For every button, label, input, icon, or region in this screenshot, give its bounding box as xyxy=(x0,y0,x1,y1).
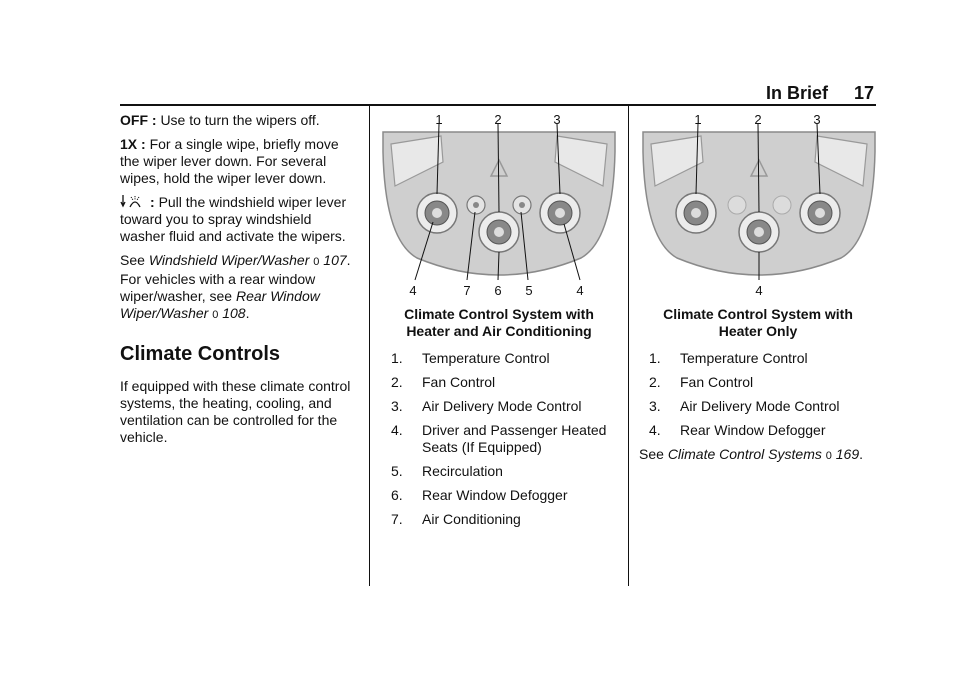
figure-caption xyxy=(639,306,877,340)
list-text: Temperature Control xyxy=(422,350,550,366)
list-number: 4. xyxy=(649,422,661,438)
caption-line: Heater and Air Conditioning xyxy=(406,323,592,339)
column-divider-1 xyxy=(369,106,370,586)
list-number: 1. xyxy=(649,350,661,366)
callout-label-1: 1 xyxy=(694,112,702,127)
section-heading: Climate Controls xyxy=(120,343,281,365)
callout-label-5: 5 xyxy=(525,283,533,298)
blank-button-icon xyxy=(773,196,791,214)
page-ref-icon: 0 xyxy=(825,450,832,462)
callout-label-3: 3 xyxy=(813,112,821,127)
list-number: 5. xyxy=(391,463,403,479)
list-number: 2. xyxy=(649,374,661,390)
callout-label-2: 2 xyxy=(494,112,502,127)
list-text: Air Conditioning xyxy=(422,511,521,527)
list-number: 6. xyxy=(391,487,403,503)
climate-figure-heater xyxy=(639,112,877,302)
list-text: Rear Window Defogger xyxy=(422,487,568,503)
caption-line: Heater Only xyxy=(718,323,798,339)
air-delivery-knob-icon xyxy=(800,193,840,233)
list-item xyxy=(381,398,617,415)
fan-knob-icon xyxy=(479,212,519,252)
recirculation-button-icon xyxy=(513,196,531,214)
temperature-knob-icon xyxy=(676,193,716,233)
list-number: 1. xyxy=(391,350,403,366)
callout-label-6: 6 xyxy=(494,283,502,298)
list-item xyxy=(639,350,877,367)
callout-label-1: 1 xyxy=(435,112,443,127)
page-header xyxy=(766,82,874,104)
list-item xyxy=(381,422,617,456)
page-ref-icon: 0 xyxy=(313,256,320,268)
list-item xyxy=(381,463,617,480)
list-item xyxy=(639,398,877,415)
see-also-paragraph xyxy=(639,446,877,465)
list-text: Recirculation xyxy=(422,463,503,479)
header-rule xyxy=(120,104,876,106)
column-middle xyxy=(381,112,617,535)
section-title: In Brief xyxy=(765,83,828,103)
list-text: Fan Control xyxy=(422,374,496,390)
caption-line: Climate Control System with xyxy=(663,306,853,322)
climate-panel-heater-illustration xyxy=(639,112,877,302)
ac-button-icon xyxy=(467,196,485,214)
page-ref-icon: 0 xyxy=(212,309,219,321)
list-item xyxy=(639,422,877,439)
see-also-paragraph xyxy=(120,252,358,324)
link-page-108[interactable]: 108 xyxy=(222,305,246,321)
list-item xyxy=(639,374,877,391)
see-middle: . For vehicles with a rear window wiper/washer, see xyxy=(120,252,351,304)
list-text: Air Delivery Mode Control xyxy=(680,398,840,414)
ac-control-list xyxy=(381,350,617,528)
see-end: . xyxy=(859,446,864,462)
list-item xyxy=(381,350,617,367)
fan-knob-icon xyxy=(739,212,779,252)
item-text: Use to turn the wipers off. xyxy=(160,112,320,128)
see-prefix: See xyxy=(120,252,145,268)
see-prefix: See xyxy=(639,446,664,462)
see-end: . xyxy=(245,305,250,321)
list-number: 3. xyxy=(649,398,661,414)
callout-label-3: 3 xyxy=(553,112,561,127)
column-right xyxy=(639,112,877,472)
intro-paragraph: If equipped with these climate control systems, the heating, cooling, and ventilation can be controlled for the vehicle. xyxy=(120,378,351,445)
climate-panel-ac-illustration xyxy=(381,112,617,302)
list-item xyxy=(381,511,617,528)
air-delivery-knob-icon xyxy=(540,193,580,233)
list-number: 4. xyxy=(391,422,403,438)
list-text: Driver and Passenger Heated Seats (If Equipped) xyxy=(422,422,607,455)
wiper-off-item xyxy=(120,112,358,129)
callout-label-4-right: 4 xyxy=(576,283,584,298)
callout-label-7: 7 xyxy=(463,283,471,298)
heater-control-list xyxy=(639,350,877,439)
list-item xyxy=(381,487,617,504)
blank-button-icon xyxy=(728,196,746,214)
callout-label-4: 4 xyxy=(755,283,763,298)
item-label: : xyxy=(150,194,155,210)
washer-icon xyxy=(120,194,150,209)
temperature-knob-icon xyxy=(417,193,457,233)
item-label: 1X : xyxy=(120,136,146,152)
column-divider-2 xyxy=(628,106,629,586)
item-text: For a single wipe, briefly move the wiper lever down. For several wipes, hold the wiper lever down. xyxy=(120,136,339,186)
item-text: Pull the windshield wiper lever toward you to spray windshield washer fluid and activate the wipers. xyxy=(120,194,347,244)
link-windshield-wiper[interactable]: Windshield Wiper/Washer xyxy=(148,252,310,268)
list-text: Temperature Control xyxy=(680,350,808,366)
list-number: 2. xyxy=(391,374,403,390)
list-number: 3. xyxy=(391,398,403,414)
washer-item xyxy=(120,194,358,245)
caption-line: Climate Control System with xyxy=(404,306,594,322)
link-page-107[interactable]: 107 xyxy=(323,252,347,268)
figure-caption xyxy=(381,306,617,340)
list-item xyxy=(381,374,617,391)
list-number: 7. xyxy=(391,511,403,527)
list-text: Rear Window Defogger xyxy=(680,422,826,438)
link-climate-control-systems[interactable]: Climate Control Systems xyxy=(667,446,822,462)
item-label: OFF : xyxy=(120,112,157,128)
callout-label-4-left: 4 xyxy=(409,283,417,298)
link-page-169[interactable]: 169 xyxy=(835,446,860,462)
callout-label-2: 2 xyxy=(754,112,762,127)
page-number: 17 xyxy=(853,83,874,103)
list-text: Fan Control xyxy=(680,374,754,390)
list-text: Air Delivery Mode Control xyxy=(422,398,582,414)
link-rear-window-wiper[interactable]: Rear Window Wiper/Washer xyxy=(120,288,320,321)
climate-figure-ac xyxy=(381,112,617,302)
column-left xyxy=(120,112,358,453)
wiper-1x-item xyxy=(120,136,358,187)
